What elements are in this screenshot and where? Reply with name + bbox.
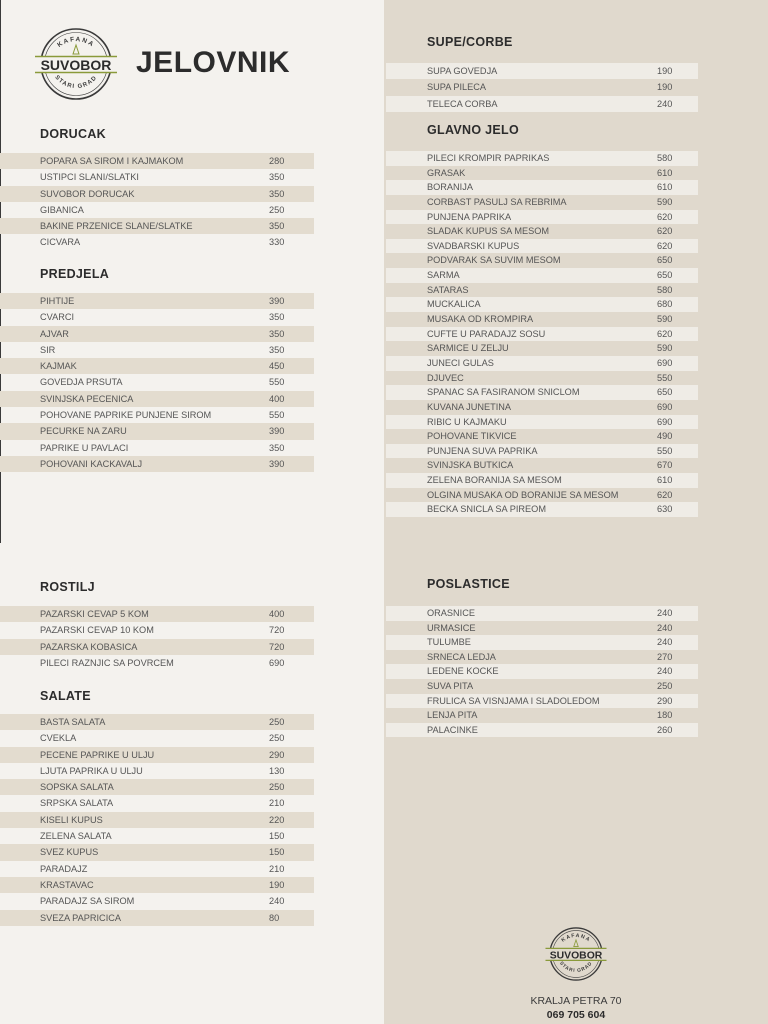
svg-text:KAFANA <box>56 36 96 49</box>
menu-item-name: SOPSKA SALATA <box>40 782 114 793</box>
menu-item-name: DJUVEC <box>427 372 464 383</box>
menu-item-name: PECENE PAPRIKE U ULJU <box>40 749 155 760</box>
menu-item-price: 350 <box>269 221 285 232</box>
menu-item-row <box>386 224 698 239</box>
menu-item-row <box>386 268 698 283</box>
menu-item-price: 130 <box>269 765 285 776</box>
menu-item-row <box>0 423 314 439</box>
menu-item-row <box>0 391 314 407</box>
menu-item-price: 620 <box>657 211 673 222</box>
section-title: GLAVNO JELO <box>427 123 519 137</box>
menu-item-name: SLADAK KUPUS SA MESOM <box>427 226 550 237</box>
menu-item-row <box>386 297 698 312</box>
menu-item-name: SVINJSKA PECENICA <box>40 393 134 404</box>
menu-item-row <box>386 96 698 112</box>
section-predjela-heading <box>40 267 109 281</box>
menu-item-row <box>0 309 314 325</box>
menu-item-price: 720 <box>269 641 285 652</box>
menu-item-price: 630 <box>657 504 673 515</box>
menu-item-price: 150 <box>269 847 285 858</box>
menu-item-name: BECKA SNICLA SA PIREOM <box>427 504 546 515</box>
svg-text:STARI GRAD <box>558 960 594 973</box>
menu-item-price: 350 <box>269 172 285 183</box>
menu-item-row <box>386 723 698 738</box>
menu-item-name: KRASTAVAC <box>40 879 94 890</box>
menu-item-price: 240 <box>657 98 673 109</box>
section-salate-heading <box>40 689 91 703</box>
menu-item-name: OLGINA MUSAKA OD BORANIJE SA MESOM <box>427 489 619 500</box>
menu-item-name: PODVARAK SA SUVIM MESOM <box>427 255 561 266</box>
menu-item-row <box>386 415 698 430</box>
menu-item-row <box>386 239 698 254</box>
menu-item-price: 250 <box>269 782 285 793</box>
menu-item-price: 210 <box>269 863 285 874</box>
menu-item-name: FRULICA SA VISNJAMA I SLADOLEDOM <box>427 695 600 706</box>
menu-item-name: SVADBARSKI KUPUS <box>427 240 520 251</box>
rostilj-list <box>0 606 314 671</box>
menu-item-name: PAZARSKI CEVAP 10 KOM <box>40 625 154 636</box>
menu-item-price: 650 <box>657 270 673 281</box>
menu-item-price: 400 <box>269 609 285 619</box>
menu-item-row <box>386 371 698 386</box>
menu-item-name: BAKINE PRZENICE SLANE/SLATKE <box>40 221 193 232</box>
menu-item-price: 620 <box>657 226 673 237</box>
menu-item-row <box>0 202 314 218</box>
menu-item-price: 650 <box>657 255 673 266</box>
menu-item-name: PUNJENA PAPRIKA <box>427 211 512 222</box>
menu-item-name: URMASICE <box>427 622 476 633</box>
menu-item-price: 150 <box>269 831 285 842</box>
menu-item-name: SATARAS <box>427 284 469 295</box>
menu-item-row <box>386 210 698 225</box>
menu-item-row <box>0 639 314 655</box>
menu-item-price: 620 <box>657 240 673 251</box>
menu-item-row <box>386 180 698 195</box>
menu-item-row <box>386 385 698 400</box>
menu-item-row <box>386 694 698 709</box>
logo-main-text: SUVOBOR <box>40 57 112 73</box>
menu-item-row <box>0 910 314 926</box>
menu-item-name: SARMICE U ZELJU <box>427 343 509 354</box>
menu-item-name: POHOVANE TIKVICE <box>427 431 517 442</box>
menu-item-row <box>0 342 314 358</box>
menu-item-name: SPANAC SA FASIRANOM SNICLOM <box>427 387 580 398</box>
menu-item-row <box>0 293 314 309</box>
menu-item-row <box>386 166 698 181</box>
menu-item-row <box>386 63 698 79</box>
menu-item-name: BORANIJA <box>427 182 473 193</box>
supe-list <box>386 63 698 112</box>
menu-item-price: 350 <box>269 442 285 453</box>
menu-item-name: SUVA PITA <box>427 680 474 691</box>
menu-item-name: USTIPCI SLANI/SLATKI <box>40 172 139 183</box>
menu-item-row <box>386 650 698 665</box>
menu-item-price: 250 <box>657 680 673 691</box>
tree-icon <box>574 940 578 947</box>
logo-bottom-text: STARI GRAD <box>558 961 594 974</box>
menu-item-price: 280 <box>269 156 285 166</box>
menu-item-name: ZELENA BORANIJA SA MESOM <box>427 475 562 486</box>
menu-item-price: 610 <box>657 475 673 486</box>
menu-item-price: 250 <box>269 717 285 727</box>
menu-item-name: BASTA SALATA <box>40 717 106 727</box>
menu-item-name: PIHTIJE <box>40 296 75 306</box>
menu-item-price: 670 <box>657 460 673 471</box>
menu-item-row <box>0 407 314 423</box>
menu-item-name: PECURKE NA ZARU <box>40 426 127 437</box>
menu-item-name: CICVARA <box>40 237 81 248</box>
menu-item-row <box>386 312 698 327</box>
logo-top-text: KAFANA <box>560 932 592 944</box>
footer-address: KRALJA PETRA 70 <box>530 995 622 1007</box>
section-title: SUPE/CORBE <box>427 35 513 49</box>
menu-item-row <box>0 812 314 828</box>
menu-item-row <box>386 488 698 503</box>
menu-item-name: SIR <box>40 344 56 355</box>
menu-item-row <box>386 679 698 694</box>
menu-item-price: 240 <box>657 666 673 677</box>
menu-item-price: 190 <box>657 66 673 76</box>
menu-item-name: SVEZ KUPUS <box>40 847 99 858</box>
menu-item-name: CUFTE U PARADAJZ SOSU <box>427 328 546 339</box>
menu-item-row <box>386 283 698 298</box>
menu-item-row <box>0 234 314 250</box>
menu-item-name: PAPRIKE U PAVLACI <box>40 442 129 453</box>
menu-item-price: 580 <box>657 284 673 295</box>
menu-item-row <box>0 186 314 202</box>
section-supe-heading <box>427 35 513 49</box>
menu-item-row <box>386 429 698 444</box>
menu-item-row <box>0 456 314 472</box>
menu-item-row <box>0 730 314 746</box>
menu-item-name: SRNECA LEDJA <box>427 651 496 662</box>
menu-item-row <box>0 795 314 811</box>
page-title: JELOVNIK <box>136 46 291 79</box>
logo-top-text: KAFANA <box>56 35 96 49</box>
menu-item-row <box>386 400 698 415</box>
menu-item-name: SVINJSKA BUTKICA <box>427 460 514 471</box>
menu-item-row <box>386 664 698 679</box>
tree-icon <box>73 45 79 54</box>
menu-item-name: CORBAST PASULJ SA REBRIMA <box>427 196 567 207</box>
menu-item-price: 690 <box>657 401 673 412</box>
menu-item-row <box>0 622 314 638</box>
menu-item-name: MUSAKA OD KROMPIRA <box>427 314 534 325</box>
menu-item-price: 350 <box>269 328 285 339</box>
menu-item-name: KAJMAK <box>40 361 77 372</box>
footer-phone: 069 705 604 <box>546 1009 606 1021</box>
menu-item-price: 180 <box>657 710 673 721</box>
menu-item-price: 620 <box>657 489 673 500</box>
menu-item-price: 400 <box>269 393 285 404</box>
menu-item-price: 620 <box>657 328 673 339</box>
menu-item-row <box>386 79 698 95</box>
menu-item-price: 350 <box>269 188 285 199</box>
section-glavno-heading <box>427 123 519 137</box>
menu-item-name: LEDENE KOCKE <box>427 666 499 677</box>
menu-item-name: GRASAK <box>427 167 466 178</box>
logo-bottom-text: STARI GRAD <box>53 74 99 91</box>
menu-item-price: 240 <box>269 896 285 907</box>
menu-item-price: 690 <box>657 357 673 368</box>
menu-item-price: 350 <box>269 344 285 355</box>
menu-item-price: 650 <box>657 387 673 398</box>
menu-item-price: 390 <box>269 426 285 437</box>
menu-item-price: 290 <box>657 695 673 706</box>
section-title: SALATE <box>40 689 91 703</box>
brand-logo <box>33 27 119 101</box>
menu-item-price: 260 <box>657 724 673 735</box>
menu-item-row <box>0 877 314 893</box>
menu-item-price: 190 <box>269 879 285 890</box>
menu-item-row <box>0 747 314 763</box>
menu-item-price: 680 <box>657 299 673 310</box>
brand-logo-footer <box>544 926 608 982</box>
menu-item-name: ORASNICE <box>427 608 475 618</box>
dorucak-list <box>0 153 314 251</box>
menu-item-row <box>386 444 698 459</box>
menu-item-name: TELECA CORBA <box>427 98 498 109</box>
section-title: PREDJELA <box>40 267 110 281</box>
menu-item-row <box>0 218 314 234</box>
predjela-list <box>0 293 314 472</box>
menu-item-name: GIBANICA <box>40 204 84 215</box>
menu-item-row <box>386 253 698 268</box>
menu-item-price: 210 <box>269 798 285 809</box>
menu-item-row <box>0 893 314 909</box>
menu-item-row <box>386 356 698 371</box>
menu-item-price: 610 <box>657 167 673 178</box>
menu-item-price: 80 <box>269 912 280 923</box>
menu-item-row <box>0 606 314 622</box>
menu-item-row <box>386 621 698 636</box>
menu-item-row <box>0 326 314 342</box>
menu-item-name: MUCKALICA <box>427 299 481 310</box>
menu-item-price: 350 <box>269 312 285 323</box>
menu-item-row <box>0 169 314 185</box>
menu-item-name: SUPA PILECA <box>427 82 487 93</box>
menu-item-name: PILECI KROMPIR PAPRIKAS <box>427 153 550 163</box>
menu-item-price: 490 <box>657 431 673 442</box>
menu-item-price: 270 <box>657 651 673 662</box>
menu-item-price: 690 <box>657 416 673 427</box>
menu-item-name: GOVEDJA PRSUTA <box>40 377 123 388</box>
menu-item-name: PAZARSKA KOBASICA <box>40 641 138 652</box>
section-rostilj-heading <box>40 580 95 594</box>
menu-item-price: 240 <box>657 608 673 618</box>
menu-item-price: 290 <box>269 749 285 760</box>
menu-item-row <box>0 655 314 671</box>
menu-item-row <box>0 153 314 169</box>
svg-text:STARI GRAD <box>53 75 98 90</box>
menu-item-row <box>0 714 314 730</box>
menu-item-name: PALACINKE <box>427 724 478 735</box>
menu-item-row <box>386 341 698 356</box>
menu-item-price: 250 <box>269 204 285 215</box>
menu-item-price: 550 <box>269 377 285 388</box>
menu-item-price: 240 <box>657 637 673 648</box>
salate-list <box>0 714 314 926</box>
menu-item-name: JUNECI GULAS <box>427 357 494 368</box>
menu-item-name: SARMA <box>427 270 460 281</box>
menu-item-price: 550 <box>657 445 673 456</box>
menu-item-price: 550 <box>657 372 673 383</box>
menu-item-row <box>0 374 314 390</box>
menu-item-row <box>386 151 698 166</box>
menu-item-price: 390 <box>269 296 285 306</box>
menu-item-price: 610 <box>657 182 673 193</box>
menu-item-price: 220 <box>269 814 285 825</box>
menu-item-price: 390 <box>269 458 285 469</box>
menu-item-name: KUVANA JUNETINA <box>427 401 512 412</box>
menu-item-price: 450 <box>269 361 285 372</box>
menu-item-row <box>0 828 314 844</box>
menu-item-row <box>386 458 698 473</box>
menu-item-name: POPARA SA SIROM I KAJMAKOM <box>40 156 184 166</box>
menu-item-name: SUPA GOVEDJA <box>427 66 498 76</box>
menu-item-row <box>386 195 698 210</box>
menu-item-price: 590 <box>657 314 673 325</box>
menu-item-row <box>386 635 698 650</box>
glavno-list <box>386 151 698 517</box>
menu-item-row <box>0 358 314 374</box>
menu-item-row <box>386 606 698 621</box>
menu-item-price: 590 <box>657 196 673 207</box>
menu-item-name: POHOVANI KACKAVALJ <box>40 458 143 469</box>
section-poslastice-heading <box>427 577 510 591</box>
menu-item-row <box>0 844 314 860</box>
menu-item-row <box>0 779 314 795</box>
menu-item-row <box>0 861 314 877</box>
menu-item-row <box>0 440 314 456</box>
menu-item-name: PARADAJZ SA SIROM <box>40 896 135 907</box>
menu-item-name: KISELI KUPUS <box>40 814 103 825</box>
menu-item-price: 590 <box>657 343 673 354</box>
logo-main-text: SUVOBOR <box>549 950 603 962</box>
menu-item-row <box>0 763 314 779</box>
menu-item-name: AJVAR <box>40 328 69 339</box>
menu-item-row <box>386 327 698 342</box>
section-dorucak-heading <box>40 127 106 141</box>
menu-item-name: RIBIC U KAJMAKU <box>427 416 507 427</box>
section-title: ROSTILJ <box>40 580 95 594</box>
menu-item-name: CVARCI <box>40 312 75 323</box>
menu-item-name: LJUTA PAPRIKA U ULJU <box>40 765 143 776</box>
menu-item-price: 330 <box>269 237 285 248</box>
menu-item-price: 250 <box>269 733 285 744</box>
section-title: DORUCAK <box>40 127 106 141</box>
menu-item-name: SVEZA PAPRICICA <box>40 912 122 923</box>
menu-item-name: PUNJENA SUVA PAPRIKA <box>427 445 538 456</box>
svg-text:KAFANA <box>560 933 591 944</box>
menu-item-row <box>386 502 698 517</box>
menu-item-name: TULUMBE <box>427 637 471 648</box>
menu-item-price: 690 <box>269 657 285 668</box>
menu-item-name: CVEKLA <box>40 733 77 744</box>
menu-item-name: ZELENA SALATA <box>40 831 112 842</box>
menu-item-name: PARADAJZ <box>40 863 88 874</box>
menu-item-name: POHOVANE PAPRIKE PUNJENE SIROM <box>40 410 212 421</box>
menu-item-price: 240 <box>657 622 673 633</box>
menu-item-name: SRPSKA SALATA <box>40 798 114 809</box>
menu-item-price: 190 <box>657 82 673 93</box>
menu-item-name: PAZARSKI CEVAP 5 KOM <box>40 609 149 619</box>
menu-item-name: LENJA PITA <box>427 710 478 721</box>
menu-item-name: SUVOBOR DORUCAK <box>40 188 135 199</box>
menu-item-price: 580 <box>657 153 673 163</box>
section-title: POSLASTICE <box>427 577 510 591</box>
menu-item-price: 550 <box>269 410 285 421</box>
poslastice-list <box>386 606 698 737</box>
menu-item-price: 720 <box>269 625 285 636</box>
menu-item-row <box>386 473 698 488</box>
menu-item-name: PILECI RAZNJIC SA POVRCEM <box>40 657 174 668</box>
menu-item-row <box>386 708 698 723</box>
